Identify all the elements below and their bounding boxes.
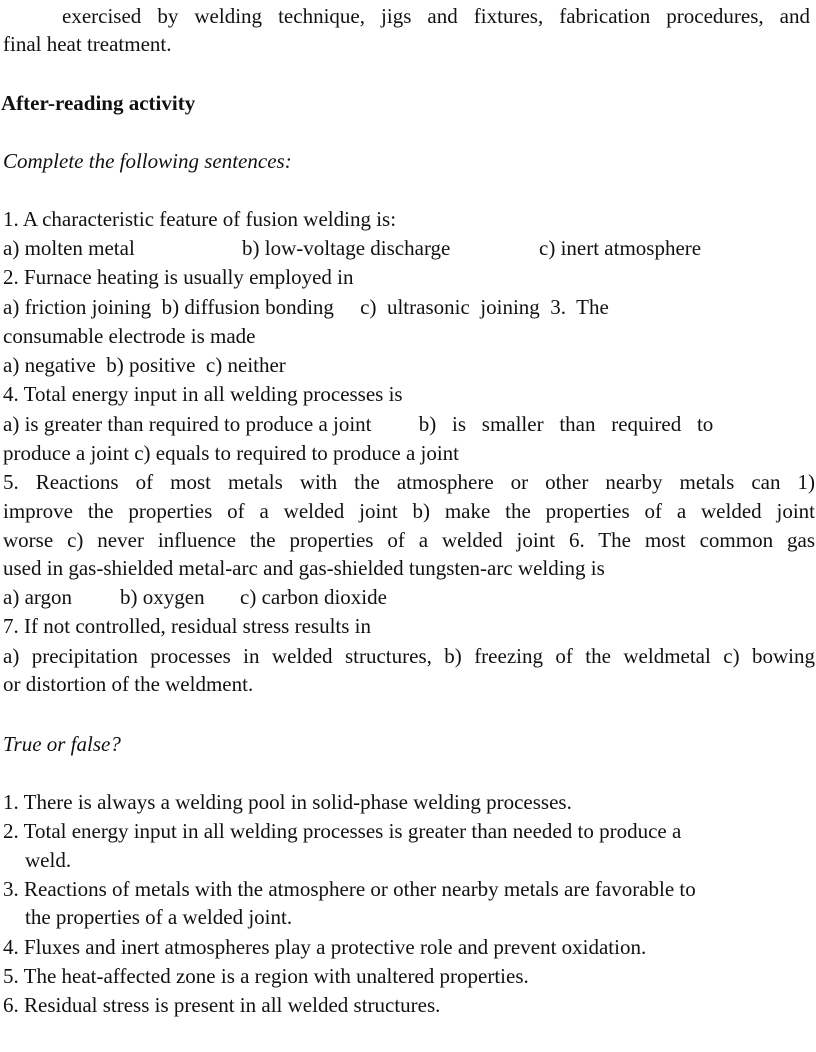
question-5-line-3: worse c) never influence the properties of a welded joint 6. The most common gas <box>3 528 815 552</box>
question-1: 1. A characteristic feature of fusion welding is: <box>3 207 397 231</box>
intro-line-1: exercised by welding technique, jigs and fixtures, fabrication procedures, and <box>62 4 810 28</box>
intro-line-2: final heat treatment. <box>3 32 172 56</box>
tf-statement-1: 1. There is always a welding pool in solid-phase welding processes. <box>3 790 572 814</box>
question-7-options-2: or distortion of the weldment. <box>3 672 254 696</box>
question-5-line-2: improve the properties of a welded joint b) make the properties of a welded joint <box>3 499 815 523</box>
tf-statement-3-cont: the properties of a welded joint. <box>25 905 293 929</box>
tf-statement-5: 5. The heat-affected zone is a region with unaltered properties. <box>3 964 529 988</box>
question-4: 4. Total energy input in all welding processes is <box>3 382 403 406</box>
question-4-options-1: a) is greater than required to produce a joint b) is smaller than required to <box>3 412 714 436</box>
tf-statement-3: 3. Reactions of metals with the atmosphere or other nearby metals are favorable to <box>3 877 696 901</box>
question-1-options <box>3 233 815 263</box>
tf-statement-2-cont: weld. <box>25 848 72 872</box>
q1-option-b: b) low-voltage discharge <box>242 236 451 260</box>
question-7-options-1: a) precipitation processes in welded structures, b) freezing of the weldmetal c) bowing <box>3 644 815 668</box>
question-5-line-1: 5. Reactions of most metals with the atmosphere or other nearby metals can 1) <box>3 470 815 494</box>
question-3: consumable electrode is made <box>3 324 256 348</box>
question-3-options: a) negative b) positive c) neither <box>3 353 286 377</box>
true-false-heading: True or false? <box>3 732 121 756</box>
question-6: used in gas-shielded metal-arc and gas-shielded tungsten-arc welding is <box>3 556 605 580</box>
complete-instruction: Complete the following sentences: <box>3 149 292 173</box>
q1-option-a: a) molten metal <box>3 236 135 260</box>
tf-statement-4: 4. Fluxes and inert atmospheres play a protective role and prevent oxidation. <box>3 935 647 959</box>
q6-option-a: a) argon <box>3 585 72 609</box>
q6-option-c: c) carbon dioxide <box>240 585 387 609</box>
q1-option-c: c) inert atmosphere <box>539 236 702 260</box>
after-reading-heading: After-reading activity <box>1 91 196 115</box>
question-4-options-2: produce a joint c) equals to required to produce a joint <box>3 441 460 465</box>
question-6-options <box>3 582 815 612</box>
question-2-options: a) friction joining b) diffusion bonding c) ultrasonic joining 3. The <box>3 295 609 319</box>
question-2: 2. Furnace heating is usually employed in <box>3 265 354 289</box>
q6-option-b: b) oxygen <box>120 585 205 609</box>
question-7: 7. If not controlled, residual stress results in <box>3 614 372 638</box>
tf-statement-2: 2. Total energy input in all welding processes is greater than needed to produce a <box>3 819 682 843</box>
tf-statement-6: 6. Residual stress is present in all welded structures. <box>3 993 441 1017</box>
